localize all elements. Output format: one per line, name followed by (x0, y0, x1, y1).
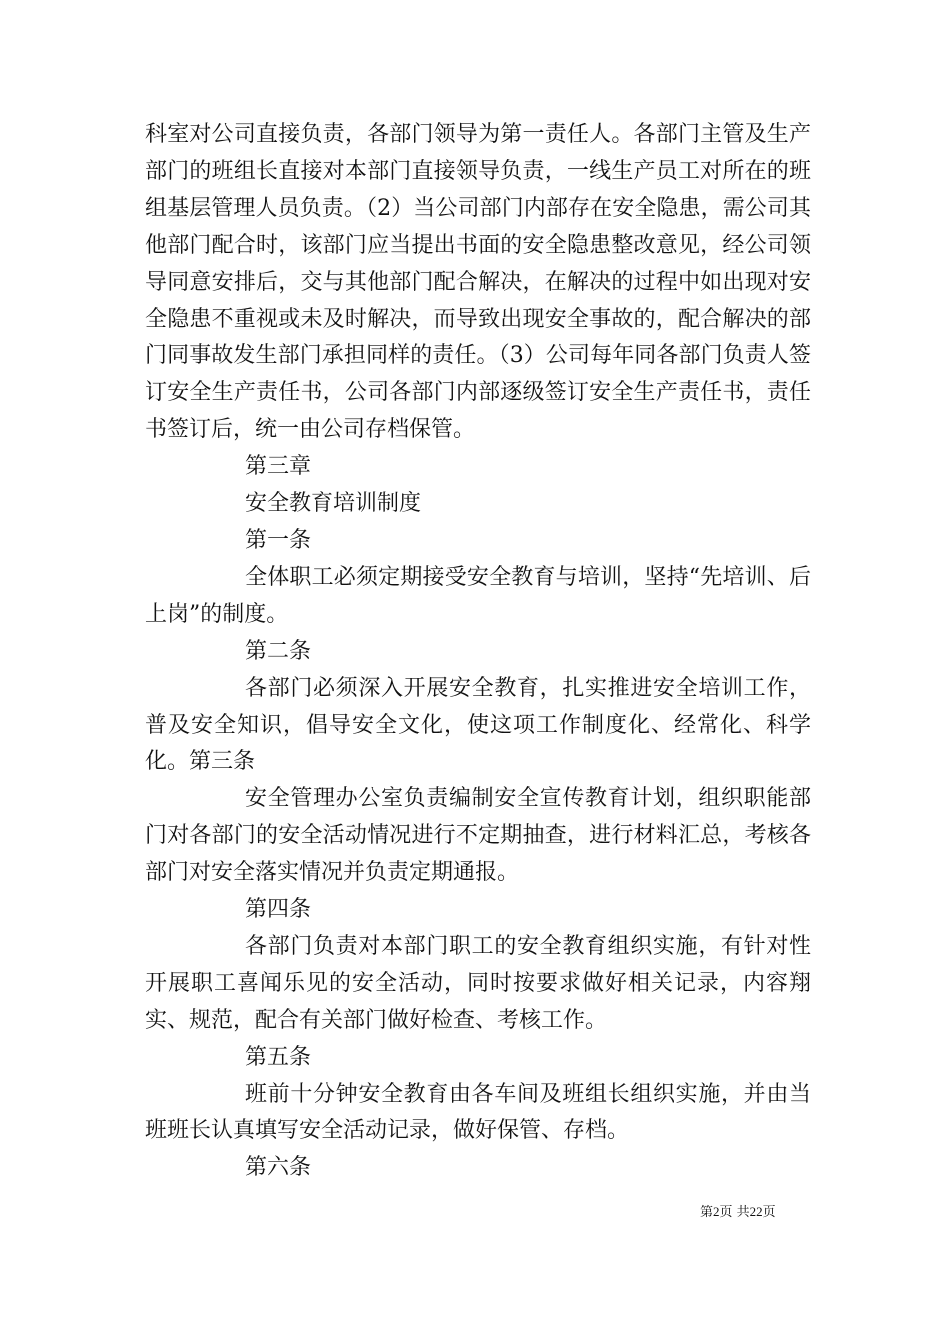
chapter-heading: 第三章 (245, 454, 312, 480)
document-body (145, 117, 811, 1187)
article-body-1: 全体职工必须定期接受安全教育与培训，坚持“先培训、后上岗”的制度。 (145, 564, 811, 627)
article-body-2: 各部门必须深入开展安全教育，扎实推进安全培训工作，普及安全知识，倡导安全文化，使这项工作制度化、经常化、科学化。第三条 (145, 675, 811, 775)
article-heading-1: 第一条 (245, 527, 312, 553)
article-body-5: 班前十分钟安全教育由各车间及班组长组织实施，并由当班班长认真填写安全活动记录，做好保管、存档。 (145, 1081, 811, 1144)
article-body-4: 各部门负责对本部门职工的安全教育组织实施，有针对性开展职工喜闻乐见的安全活动，同时按要求做好相关记录，内容翔实、规范，配合有关部门做好检查、考核工作。 (145, 933, 811, 1033)
footer-current-page: 2 (713, 1204, 720, 1219)
article-heading-6: 第六条 (245, 1155, 312, 1181)
footer-middle: 页 共 (719, 1205, 750, 1220)
paragraph-responsibility: 科室对公司直接负责，各部门领导为第一责任人。各部门主管及生产部门的班组长直接对本部门直接领导负责，一线生产员工对所在的班组基层管理人员负责。（2）当公司部门内部存在安全隐患，需公司其他部门配合时，该部门应当提出书面的安全隐患整改意见，经公司领导同意安排后，交与其他部门配合解决，在解决的过程中如出现对安全隐患不重视或未及时解决，而导致出现安全事故的，配合解决的部门同事故发生部门承担同样的责任。（3）公司每年同各部门负责人签订安全生产责任书，公司各部门内部逐级签订安全生产责任书，责任书签订后，统一由公司存档保管。 (145, 122, 811, 443)
footer-total-pages: 22 (749, 1204, 763, 1219)
footer-suffix: 页 (762, 1205, 776, 1220)
page-footer (700, 1204, 820, 1221)
footer-prefix: 第 (700, 1205, 714, 1220)
article-body-3: 安全管理办公室负责编制安全宣传教育计划，组织职能部门对各部门的安全活动情况进行不定期抽查，进行材料汇总，考核各部门对安全落实情况并负责定期通报。 (145, 786, 811, 886)
article-heading-2: 第二条 (245, 638, 312, 664)
chapter-title: 安全教育培训制度 (245, 491, 422, 517)
article-heading-4: 第四条 (245, 897, 312, 923)
article-heading-5: 第五条 (245, 1044, 312, 1070)
